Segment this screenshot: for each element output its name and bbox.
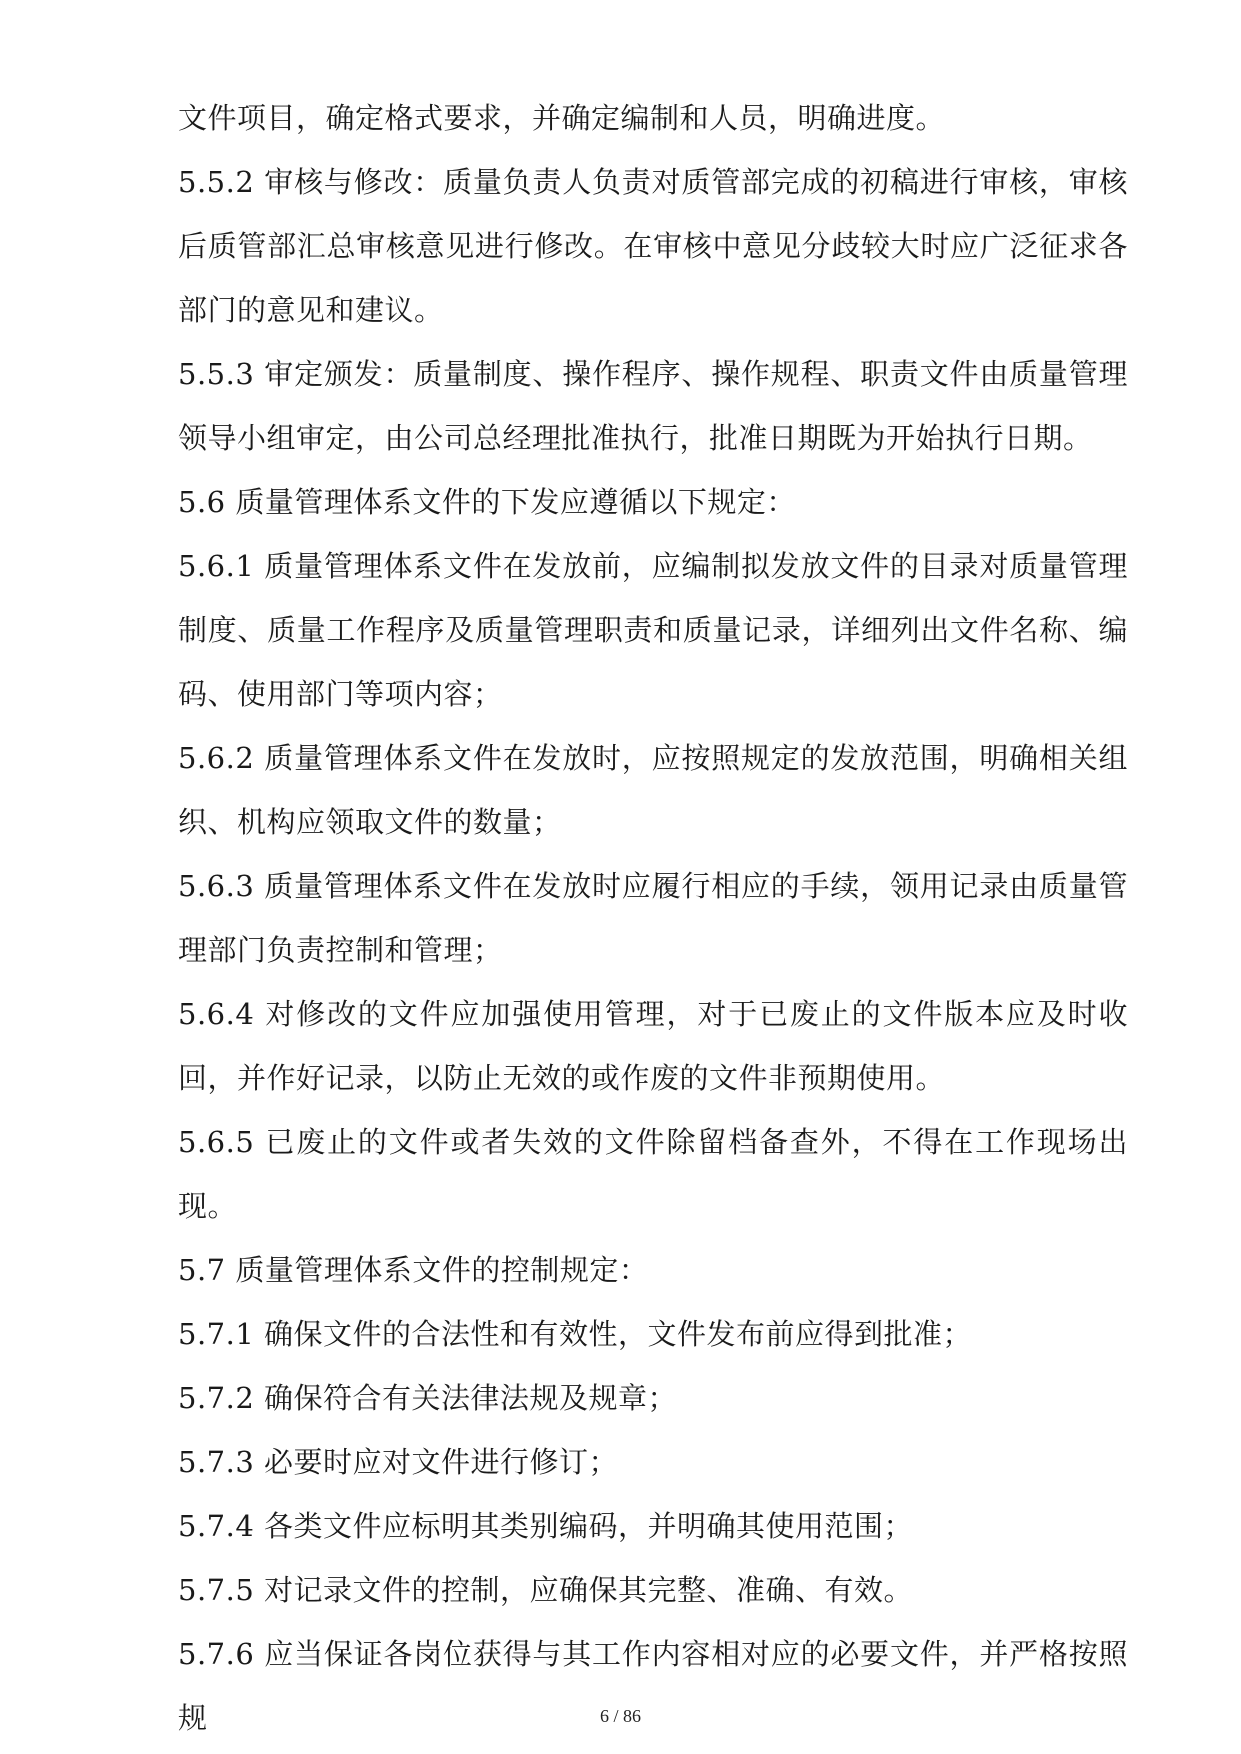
paragraph: 5.6.1 质量管理体系文件在发放前，应编制拟发放文件的目录对质量管理制度、质量工作程序及质量管理职责和质量记录，详细列出文件名称、编码、使用部门等项内容； [178, 549, 1128, 711]
paragraph: 5.7.3 必要时应对文件进行修订； [178, 1445, 619, 1479]
paragraph: 5.7.5 对记录文件的控制，应确保其完整、准确、有效。 [178, 1573, 914, 1607]
paragraph: 5.6.3 质量管理体系文件在发放时应履行相应的手续，领用记录由质量管理部门负责控制和管理； [178, 869, 1128, 967]
document-body [178, 86, 1128, 1750]
paragraph: 5.7.6 应当保证各岗位获得与其工作内容相对应的必要文件，并严格按照规 [178, 1637, 1128, 1735]
paragraph: 5.7.1 确保文件的合法性和有效性，文件发布前应得到批准； [178, 1317, 973, 1351]
paragraph: 5.5.3 审定颁发：质量制度、操作程序、操作规程、职责文件由质量管理领导小组审定，由公司总经理批准执行，批准日期既为开始执行日期。 [178, 357, 1128, 455]
paragraph: 文件项目，确定格式要求，并确定编制和人员，明确进度。 [178, 101, 946, 135]
paragraph: 5.7 质量管理体系文件的控制规定： [178, 1253, 649, 1287]
paragraph: 5.6.2 质量管理体系文件在发放时，应按照规定的发放范围，明确相关组织、机构应领取文件的数量； [178, 741, 1128, 839]
paragraph: 5.6 质量管理体系文件的下发应遵循以下规定： [178, 485, 796, 519]
paragraph: 5.5.2 审核与修改：质量负责人负责对质管部完成的初稿进行审核，审核后质管部汇总审核意见进行修改。在审核中意见分歧较大时应广泛征求各部门的意见和建议。 [178, 165, 1128, 327]
paragraph: 5.6.5 已废止的文件或者失效的文件除留档备查外，不得在工作现场出现。 [178, 1125, 1128, 1223]
paragraph: 5.7.4 各类文件应标明其类别编码，并明确其使用范围； [178, 1509, 914, 1543]
paragraph: 5.6.4 对修改的文件应加强使用管理，对于已废止的文件版本应及时收回，并作好记录，以防止无效的或作废的文件非预期使用。 [178, 997, 1128, 1095]
page-number: 6 / 86 [599, 1706, 641, 1726]
paragraph: 5.7.2 确保符合有关法律法规及规章； [178, 1381, 678, 1415]
